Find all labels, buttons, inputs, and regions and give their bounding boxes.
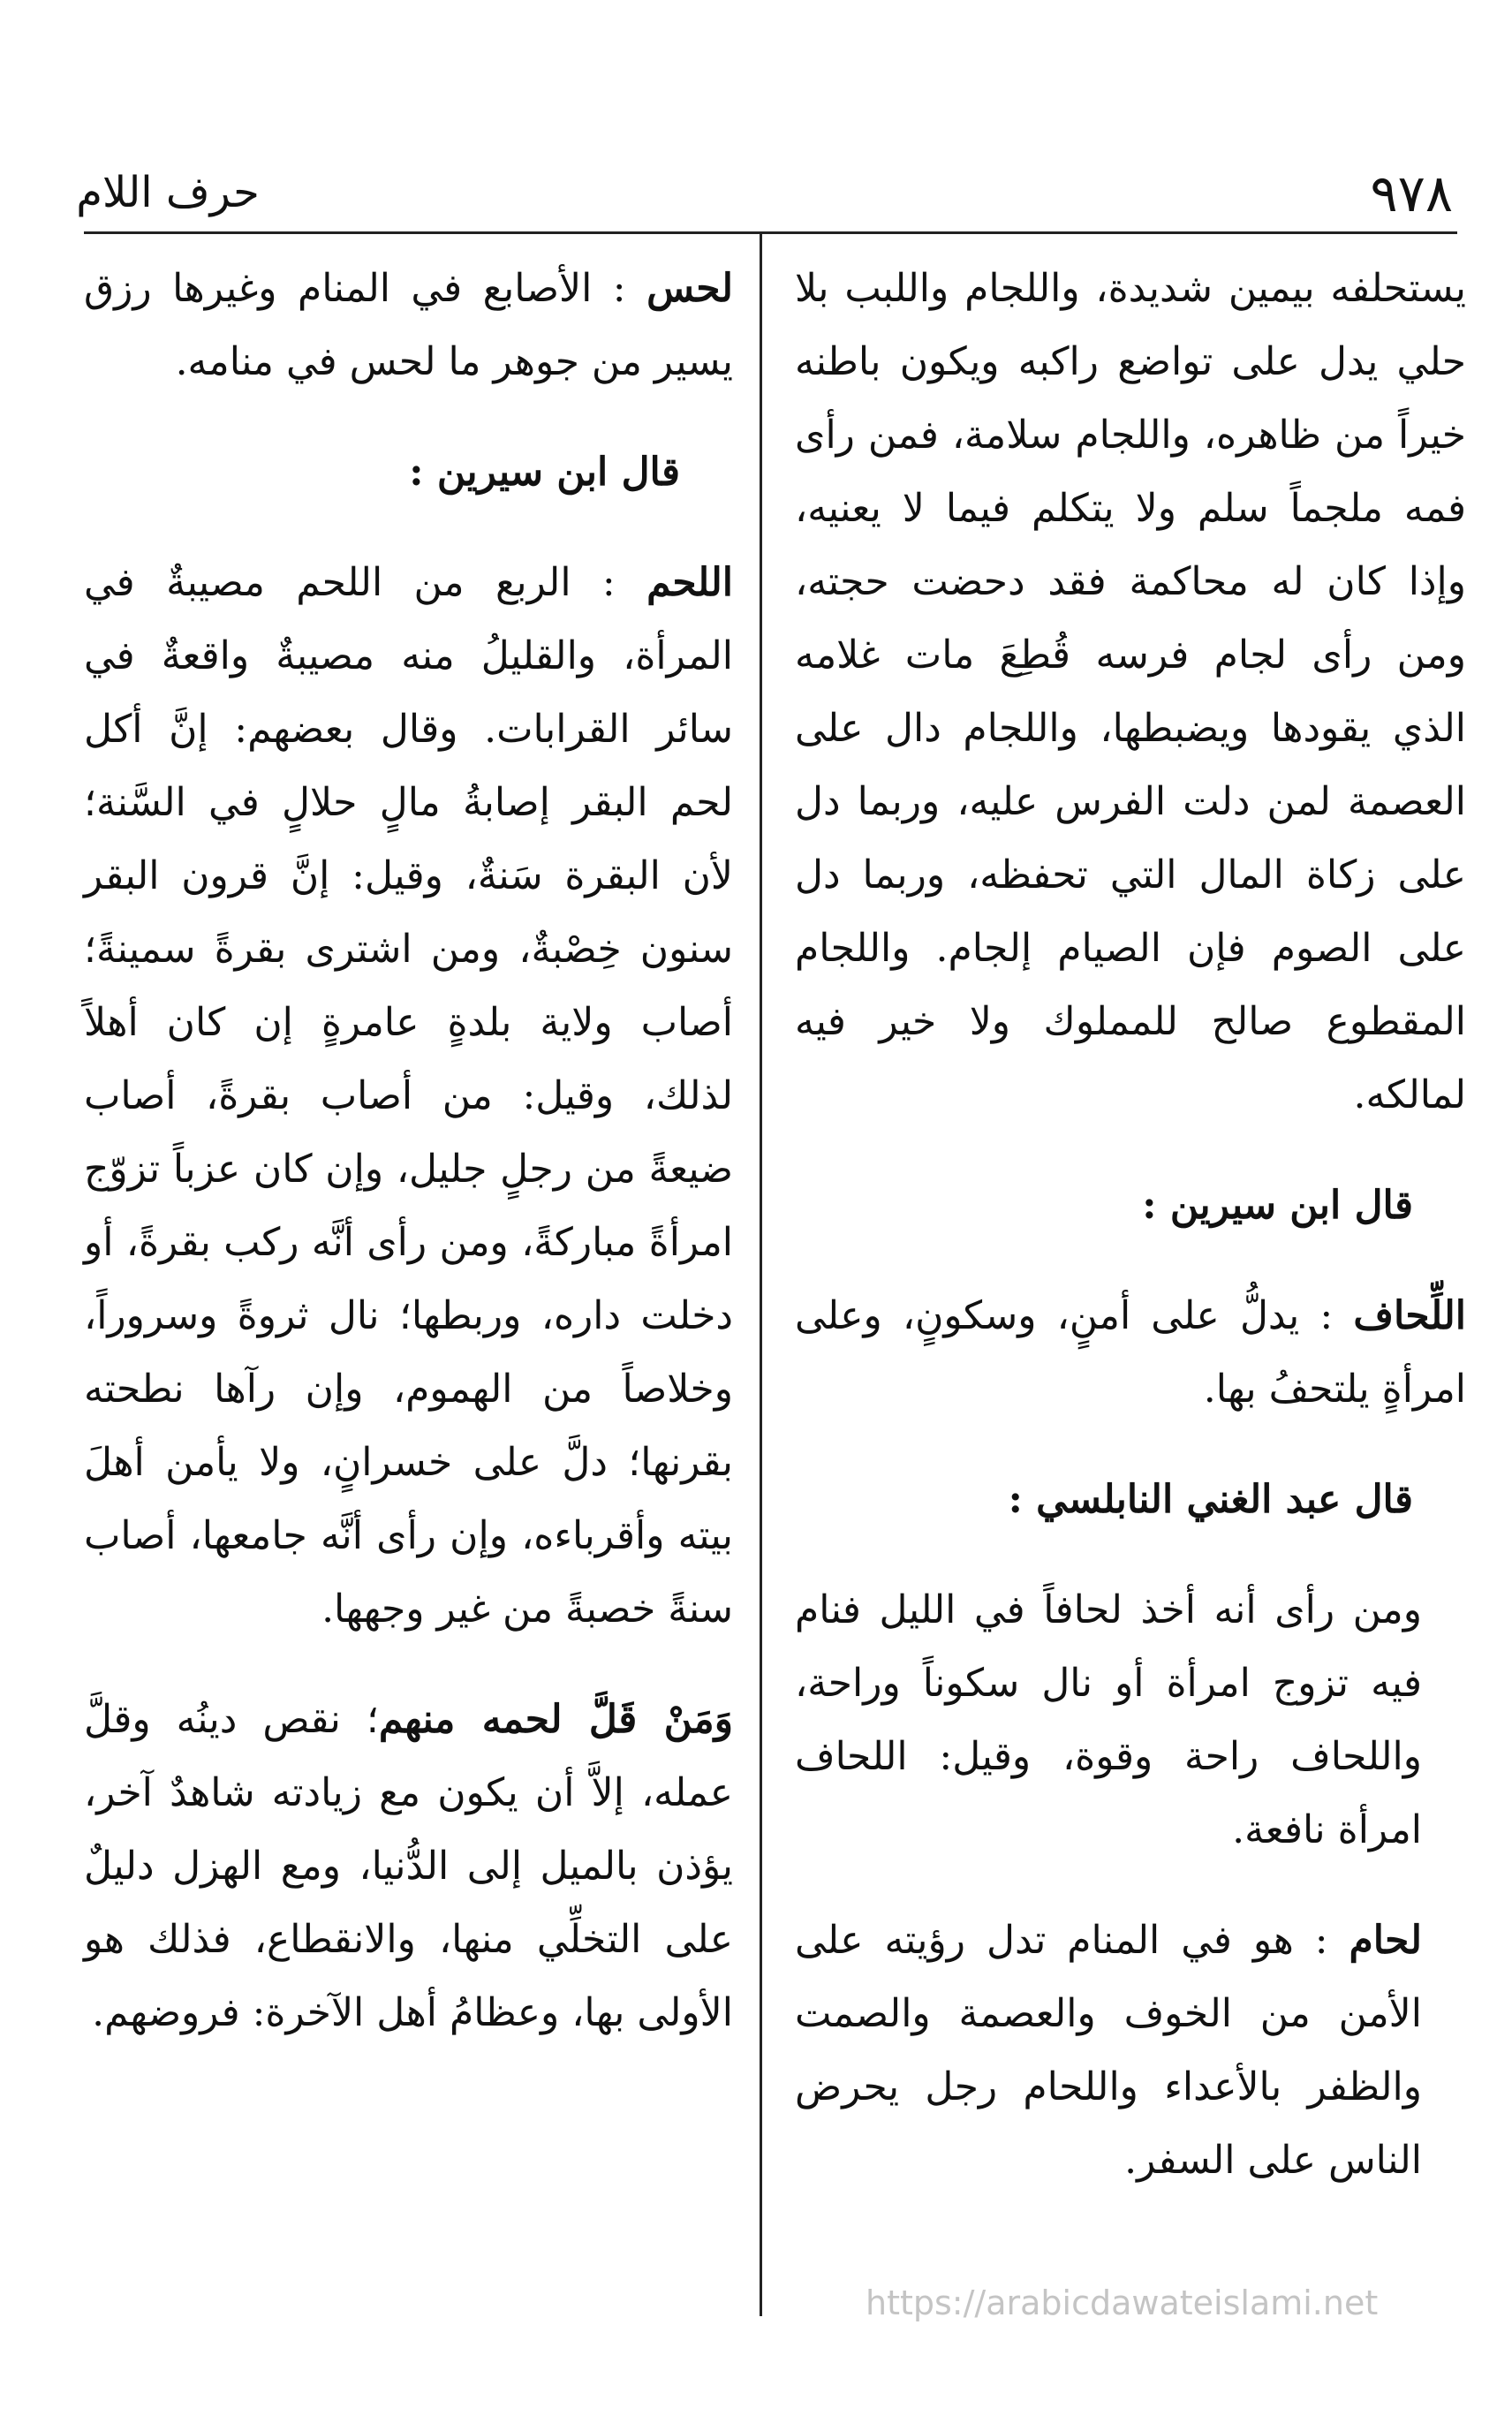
spacer bbox=[84, 509, 733, 546]
entry-qall-lahmuhu bbox=[84, 1683, 733, 2049]
entry-text: : هو في المنام تدل رؤيته على الأمن من الخوف والعصمة والصمت والظفر بالأعداء واللحام رجل يحرض الناس على السفر. bbox=[795, 1918, 1422, 2183]
heading-ibn-sirin: قال ابن سيرين : bbox=[1142, 1183, 1413, 1228]
spacer bbox=[795, 1132, 1466, 1169]
entry-lahm bbox=[84, 546, 733, 1646]
entry-lahs bbox=[84, 252, 733, 398]
chapter-title: حرف اللام bbox=[76, 168, 260, 217]
spacer bbox=[84, 1646, 733, 1683]
spacer bbox=[795, 1867, 1466, 1904]
spacer bbox=[795, 1242, 1466, 1279]
spacer bbox=[795, 1426, 1466, 1463]
entry-lihaf bbox=[795, 1279, 1466, 1426]
heading-nabulsi: قال عبد الغني النابلسي : bbox=[1008, 1477, 1413, 1522]
right-column bbox=[795, 252, 1466, 2197]
left-column bbox=[84, 252, 733, 2049]
column-divider bbox=[760, 231, 762, 2316]
entry-text: : يدلُّ على أمنٍ، وسكونٍ، وعلى امرأةٍ يلتحفُ بها. bbox=[795, 1293, 1466, 1412]
paragraph-lijam: يستحلفه بيمين شديدة، واللجام واللبب بلا حلي يدل على تواضع راكبه ويكون باطنه خيراً من ظاهره، واللجام سلامة، فمن رأى فمه ملجماً سلم ولا يتكلم فيما لا يعنيه، وإذا كان له محاكمة فقد دحضت حجته، ومن رأى لجام فرسه قُطِعَ مات غلامه الذي يقودها ويضبطها، واللجام دال على العصمة لمن دلت الفرس عليه، وربما دل على زكاة المال التي تحفظه، وربما دل على الصوم فإن الصيام إلجام. واللجام المقطوع صالح للمملوك ولا خير فيه لمالكه. bbox=[795, 266, 1466, 1117]
watermark-url: https://arabicdawateislami.net bbox=[866, 2283, 1379, 2322]
spacer bbox=[84, 398, 733, 435]
entry-term: لحام bbox=[1349, 1918, 1422, 1963]
heading-ibn-sirin: قال ابن سيرين : bbox=[409, 450, 680, 495]
paragraph-lihaf-nabulsi: ومن رأى أنه أخذ لحافاً في الليل فنام فيه تزوج امرأة أو نال سكوناً وراحة، واللحاف راحة وقوة، وقيل: اللحاف امرأة نافعة. bbox=[795, 1587, 1422, 1852]
entry-lahham bbox=[795, 1904, 1466, 2197]
entry-term: اللِّحاف bbox=[1353, 1293, 1466, 1338]
entry-term: لحس bbox=[646, 266, 733, 311]
header-divider bbox=[84, 231, 1457, 234]
page-number: ٩٧٨ bbox=[1370, 163, 1453, 223]
entry-text: : الأصابع في المنام وغيرها رزق يسير من جوهر ما لحس في منامه. bbox=[84, 266, 733, 384]
entry-term: اللحم bbox=[646, 560, 733, 605]
entry-term: وَمَنْ قَلَّ لحمه منهم bbox=[378, 1697, 733, 1742]
spacer bbox=[795, 1536, 1466, 1573]
entry-text: ؛ نقص دينُه وقلَّ عمله، إلاَّ أن يكون مع زيادته شاهدٌ آخر، يؤذن بالميل إلى الدُّنيا، ومع الهزل دليلٌ على التخلِّي منها، والانقطاع، فذلك هو الأولى بها، وعظامُ أهل الآخرة: فروضهم. bbox=[84, 1697, 734, 2035]
entry-text: : الربع من اللحم مصيبةٌ في المرأة، والقليلُ منه مصيبةٌ واقعةٌ في سائر القرابات. وقال بعضهم: إنَّ أكل لحم البقر إصابةُ مالٍ حلالٍ في السَّنة؛ لأن البقرة سَنةٌ، وقيل: إنَّ قرون البقر سنون خِصْبةٌ، ومن اشترى بقرةً سمينةً؛ أصاب ولاية بلدةٍ عامرةٍ إن كان أهلاً لذلك، وقيل: من أصاب بقرةً، أصاب ضيعةً من رجلٍ جليل، وإن كان عزباً تزوّج امرأةً مباركةً، ومن رأى أنَّه ركب بقرةً، أو دخلت داره، وربطها؛ نال ثروةً وسروراً، وخلاصاً من الهموم، وإن رآها نطحته بقرنها؛ دلَّ على خسرانٍ، ولا يأمن أهلَ بيته وأقرباءه، وإن رأى أنَّه جامعها، أصاب سنةً خصبةً من غير وجهها. bbox=[84, 560, 733, 1632]
